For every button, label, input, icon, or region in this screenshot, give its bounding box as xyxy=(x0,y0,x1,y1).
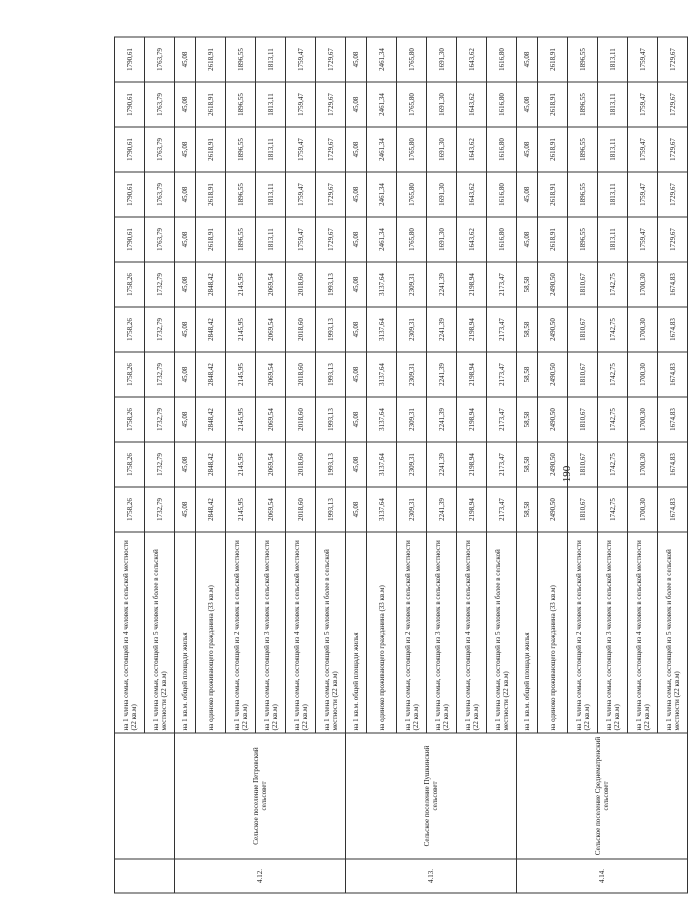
value-cell: 2848,42 xyxy=(196,397,226,442)
value-cell: 1729,67 xyxy=(316,82,346,127)
value-cell: 45,08 xyxy=(175,127,196,172)
value-cell: 1691,30 xyxy=(427,127,457,172)
value-cell: 2018,60 xyxy=(286,352,316,397)
value-cell: 2145,95 xyxy=(226,307,256,352)
value-cell: 1790,61 xyxy=(115,172,145,217)
value-cell: 3137,64 xyxy=(367,262,397,307)
value-cell: 1758,26 xyxy=(115,442,145,487)
value-cell: 1896,55 xyxy=(226,172,256,217)
value-cell: 1758,26 xyxy=(115,487,145,532)
value-cell: 1643,62 xyxy=(457,82,487,127)
value-cell: 1896,55 xyxy=(226,82,256,127)
value-cell: 2241,39 xyxy=(427,442,457,487)
value-cell: 2198,94 xyxy=(457,442,487,487)
value-cell: 2461,34 xyxy=(367,172,397,217)
value-cell: 2173,47 xyxy=(487,262,517,307)
value-cell: 3137,64 xyxy=(367,397,397,442)
category-cell: на 1 члена семьи, состоящей из 5 человек и более в сельской местности (22 кв.м) xyxy=(487,532,517,733)
value-cell: 1732,79 xyxy=(145,397,175,442)
value-cell: 2241,39 xyxy=(427,397,457,442)
value-cell: 45,08 xyxy=(175,172,196,217)
value-cell: 45,08 xyxy=(175,397,196,442)
section-number xyxy=(115,859,175,893)
value-cell: 1758,26 xyxy=(115,397,145,442)
value-cell: 1616,80 xyxy=(487,37,517,82)
value-cell: 2490,50 xyxy=(538,397,568,442)
table-row xyxy=(346,37,367,893)
value-cell: 1813,11 xyxy=(256,127,286,172)
value-cell: 2018,60 xyxy=(286,397,316,442)
value-cell: 45,08 xyxy=(346,82,367,127)
value-cell: 2618,91 xyxy=(538,217,568,262)
value-cell: 2848,42 xyxy=(196,307,226,352)
value-cell: 1758,26 xyxy=(115,307,145,352)
value-cell: 2145,95 xyxy=(226,352,256,397)
value-cell: 2069,54 xyxy=(256,442,286,487)
value-cell: 45,08 xyxy=(346,397,367,442)
value-cell: 1729,67 xyxy=(658,172,688,217)
value-cell: 45,08 xyxy=(175,307,196,352)
value-cell: 2490,50 xyxy=(538,442,568,487)
value-cell: 2309,31 xyxy=(397,487,427,532)
category-cell: на 1 кв.м. общей площади жилья xyxy=(175,532,196,733)
value-cell: 2173,47 xyxy=(487,397,517,442)
value-cell: 58,58 xyxy=(517,442,538,487)
value-cell: 2069,54 xyxy=(256,487,286,532)
value-cell: 1813,11 xyxy=(256,217,286,262)
value-cell: 1732,79 xyxy=(145,442,175,487)
value-cell: 1765,80 xyxy=(397,217,427,262)
value-cell: 2309,31 xyxy=(397,262,427,307)
value-cell: 45,08 xyxy=(517,127,538,172)
value-cell: 2241,39 xyxy=(427,307,457,352)
value-cell: 45,08 xyxy=(175,37,196,82)
value-cell: 1729,67 xyxy=(658,82,688,127)
value-cell: 1993,13 xyxy=(316,262,346,307)
value-cell: 1765,80 xyxy=(397,37,427,82)
value-cell: 1790,61 xyxy=(115,127,145,172)
value-cell: 1700,30 xyxy=(628,442,658,487)
value-cell: 1674,83 xyxy=(658,352,688,397)
value-cell: 1759,47 xyxy=(628,127,658,172)
value-cell: 1759,47 xyxy=(286,172,316,217)
value-cell: 1896,55 xyxy=(568,172,598,217)
value-cell: 1813,11 xyxy=(598,172,628,217)
value-cell: 2309,31 xyxy=(397,442,427,487)
value-cell: 1759,47 xyxy=(286,37,316,82)
category-cell: на 1 члена семьи, состоящей из 5 человек и более в сельской местности (22 кв.м) xyxy=(145,532,175,733)
value-cell: 2241,39 xyxy=(427,352,457,397)
value-cell: 2198,94 xyxy=(457,307,487,352)
value-cell: 2018,60 xyxy=(286,262,316,307)
value-cell: 2618,91 xyxy=(538,82,568,127)
table-row xyxy=(175,37,196,893)
category-cell: на 1 члена семьи, состоящей из 2 человек в сельской местности (22 кв.м) xyxy=(568,532,598,733)
value-cell: 1813,11 xyxy=(256,37,286,82)
value-cell: 45,08 xyxy=(175,82,196,127)
value-cell: 1691,30 xyxy=(427,37,457,82)
category-cell: на 1 члена семьи, состоящей из 3 человек в сельской местности (22 кв.м) xyxy=(427,532,457,733)
category-cell: на 1 члена семьи, состоящей из 4 человек в сельской местности (22 кв.м) xyxy=(286,532,316,733)
value-cell: 45,08 xyxy=(346,442,367,487)
value-cell: 1765,80 xyxy=(397,127,427,172)
category-cell: на одиноко проживающего гражданина (33 кв.м) xyxy=(538,532,568,733)
value-cell: 2490,50 xyxy=(538,487,568,532)
value-cell: 2848,42 xyxy=(196,487,226,532)
value-cell: 3137,64 xyxy=(367,352,397,397)
value-cell: 1759,47 xyxy=(628,37,658,82)
value-cell: 1993,13 xyxy=(316,397,346,442)
value-cell: 1691,30 xyxy=(427,82,457,127)
value-cell: 1643,62 xyxy=(457,217,487,262)
value-cell: 1813,11 xyxy=(598,217,628,262)
value-cell: 2618,91 xyxy=(196,127,226,172)
value-cell: 1810,67 xyxy=(568,352,598,397)
value-cell: 45,08 xyxy=(517,37,538,82)
value-cell: 58,58 xyxy=(517,397,538,442)
value-cell: 1742,75 xyxy=(598,397,628,442)
value-cell: 58,58 xyxy=(517,487,538,532)
value-cell: 2490,50 xyxy=(538,352,568,397)
value-cell: 2618,91 xyxy=(196,172,226,217)
value-cell: 1759,47 xyxy=(286,82,316,127)
value-cell: 1763,79 xyxy=(145,37,175,82)
value-cell: 1643,62 xyxy=(457,37,487,82)
value-cell: 1896,55 xyxy=(568,127,598,172)
value-cell: 1758,26 xyxy=(115,262,145,307)
value-cell: 2069,54 xyxy=(256,352,286,397)
value-cell: 1729,67 xyxy=(658,127,688,172)
value-cell: 45,08 xyxy=(175,442,196,487)
value-cell: 2069,54 xyxy=(256,262,286,307)
value-cell: 1790,61 xyxy=(115,217,145,262)
value-cell: 2309,31 xyxy=(397,307,427,352)
value-cell: 1732,79 xyxy=(145,487,175,532)
value-cell: 1700,30 xyxy=(628,352,658,397)
value-cell: 58,58 xyxy=(517,307,538,352)
settlement-name: Сельское поселение Пушкинский сельсовет xyxy=(346,733,517,859)
value-cell: 3137,64 xyxy=(367,487,397,532)
value-cell: 2198,94 xyxy=(457,352,487,397)
value-cell: 2145,95 xyxy=(226,487,256,532)
category-cell: на 1 члена семьи, состоящей из 2 человек в сельской местности (22 кв.м) xyxy=(397,532,427,733)
value-cell: 1763,79 xyxy=(145,217,175,262)
value-cell: 1742,75 xyxy=(598,262,628,307)
value-cell: 2848,42 xyxy=(196,442,226,487)
value-cell: 1729,67 xyxy=(316,127,346,172)
category-cell: на 1 члена семьи, состоящей из 2 человек в сельской местности (22 кв.м) xyxy=(226,532,256,733)
value-cell: 1813,11 xyxy=(256,172,286,217)
value-cell: 1763,79 xyxy=(145,172,175,217)
value-cell: 2618,91 xyxy=(196,37,226,82)
value-cell: 1810,67 xyxy=(568,487,598,532)
value-cell: 1896,55 xyxy=(568,37,598,82)
tariff-table xyxy=(114,37,688,894)
value-cell: 1759,47 xyxy=(628,217,658,262)
value-cell: 1813,11 xyxy=(598,127,628,172)
category-cell: на одиноко проживающего гражданина (33 кв.м) xyxy=(196,532,226,733)
value-cell: 1790,61 xyxy=(115,82,145,127)
value-cell: 2069,54 xyxy=(256,397,286,442)
value-cell: 45,08 xyxy=(346,307,367,352)
value-cell: 2490,50 xyxy=(538,262,568,307)
table-row xyxy=(115,37,145,893)
value-cell: 1732,79 xyxy=(145,262,175,307)
value-cell: 1763,79 xyxy=(145,127,175,172)
value-cell: 1763,79 xyxy=(145,82,175,127)
value-cell: 2241,39 xyxy=(427,487,457,532)
value-cell: 45,08 xyxy=(175,487,196,532)
value-cell: 1759,47 xyxy=(286,127,316,172)
value-cell: 1729,67 xyxy=(316,37,346,82)
value-cell: 1896,55 xyxy=(226,217,256,262)
value-cell: 2309,31 xyxy=(397,352,427,397)
value-cell: 45,08 xyxy=(346,262,367,307)
table-body xyxy=(115,37,688,893)
category-cell: на 1 члена семьи, состоящей из 5 человек и более в сельской местности (22 кв.м) xyxy=(658,532,688,733)
value-cell: 2461,34 xyxy=(367,82,397,127)
value-cell: 2173,47 xyxy=(487,307,517,352)
value-cell: 1700,30 xyxy=(628,262,658,307)
value-cell: 1896,55 xyxy=(226,37,256,82)
value-cell: 1729,67 xyxy=(316,172,346,217)
value-cell: 45,08 xyxy=(517,172,538,217)
value-cell: 45,08 xyxy=(346,127,367,172)
value-cell: 3137,64 xyxy=(367,307,397,352)
value-cell: 1700,30 xyxy=(628,487,658,532)
value-cell: 1643,62 xyxy=(457,127,487,172)
value-cell: 2173,47 xyxy=(487,487,517,532)
value-cell: 1813,11 xyxy=(256,82,286,127)
value-cell: 1790,61 xyxy=(115,37,145,82)
value-cell: 1742,75 xyxy=(598,442,628,487)
category-cell: на 1 кв.м. общей площади жилья xyxy=(517,532,538,733)
value-cell: 1616,80 xyxy=(487,172,517,217)
value-cell: 2018,60 xyxy=(286,307,316,352)
value-cell: 1742,75 xyxy=(598,307,628,352)
value-cell: 1896,55 xyxy=(568,82,598,127)
value-cell: 1993,13 xyxy=(316,307,346,352)
value-cell: 2173,47 xyxy=(487,352,517,397)
value-cell: 1759,47 xyxy=(628,172,658,217)
value-cell: 2848,42 xyxy=(196,262,226,307)
value-cell: 1732,79 xyxy=(145,352,175,397)
table-row xyxy=(517,37,538,893)
category-cell: на 1 кв.м. общей площади жилья xyxy=(346,532,367,733)
value-cell: 1810,67 xyxy=(568,397,598,442)
value-cell: 1616,80 xyxy=(487,127,517,172)
value-cell: 1691,30 xyxy=(427,217,457,262)
value-cell: 2618,91 xyxy=(196,217,226,262)
value-cell: 1759,47 xyxy=(628,82,658,127)
value-cell: 2618,91 xyxy=(196,82,226,127)
value-cell: 45,08 xyxy=(346,37,367,82)
value-cell: 1765,80 xyxy=(397,82,427,127)
value-cell: 45,08 xyxy=(346,172,367,217)
value-cell: 1742,75 xyxy=(598,487,628,532)
value-cell: 1616,80 xyxy=(487,217,517,262)
value-cell: 1732,79 xyxy=(145,307,175,352)
value-cell: 2618,91 xyxy=(538,127,568,172)
settlement-name xyxy=(115,733,175,859)
category-cell: на одиноко проживающего гражданина (33 кв.м) xyxy=(367,532,397,733)
category-cell: на 1 члена семьи, состоящей из 3 человек в сельской местности (22 кв.м) xyxy=(256,532,286,733)
value-cell: 2173,47 xyxy=(487,442,517,487)
value-cell: 45,08 xyxy=(175,262,196,307)
value-cell: 1643,62 xyxy=(457,172,487,217)
value-cell: 2461,34 xyxy=(367,37,397,82)
value-cell: 1674,83 xyxy=(658,397,688,442)
value-cell: 2461,34 xyxy=(367,127,397,172)
value-cell: 58,58 xyxy=(517,352,538,397)
value-cell: 2309,31 xyxy=(397,397,427,442)
section-number: 4.13. xyxy=(346,859,517,893)
value-cell: 2198,94 xyxy=(457,487,487,532)
value-cell: 2069,54 xyxy=(256,307,286,352)
value-cell: 45,08 xyxy=(175,352,196,397)
value-cell: 45,08 xyxy=(346,217,367,262)
value-cell: 1674,83 xyxy=(658,487,688,532)
value-cell: 1896,55 xyxy=(226,127,256,172)
value-cell: 1674,83 xyxy=(658,262,688,307)
value-cell: 3137,64 xyxy=(367,442,397,487)
value-cell: 45,08 xyxy=(175,217,196,262)
value-cell: 2198,94 xyxy=(457,397,487,442)
value-cell: 1810,67 xyxy=(568,262,598,307)
value-cell: 2618,91 xyxy=(538,37,568,82)
value-cell: 1700,30 xyxy=(628,307,658,352)
value-cell: 1729,67 xyxy=(658,37,688,82)
value-cell: 2461,34 xyxy=(367,217,397,262)
settlement-name: Сельское поселение Среднематренский сельсовет xyxy=(517,733,688,859)
section-number: 4.14. xyxy=(517,859,688,893)
value-cell: 2018,60 xyxy=(286,442,316,487)
value-cell: 1758,26 xyxy=(115,352,145,397)
value-cell: 1993,13 xyxy=(316,352,346,397)
category-cell: на 1 члена семьи, состоящей из 3 человек в сельской местности (22 кв.м) xyxy=(598,532,628,733)
value-cell: 2848,42 xyxy=(196,352,226,397)
value-cell: 58,58 xyxy=(517,262,538,307)
value-cell: 1896,55 xyxy=(568,217,598,262)
value-cell: 2145,95 xyxy=(226,397,256,442)
value-cell: 1759,47 xyxy=(286,217,316,262)
value-cell: 1993,13 xyxy=(316,442,346,487)
value-cell: 1729,67 xyxy=(316,217,346,262)
category-cell: на 1 члена семьи, состоящей из 5 человек и более в сельской местности (22 кв.м) xyxy=(316,532,346,733)
value-cell: 1742,75 xyxy=(598,352,628,397)
value-cell: 2145,95 xyxy=(226,442,256,487)
value-cell: 1674,83 xyxy=(658,442,688,487)
value-cell: 45,08 xyxy=(517,82,538,127)
value-cell: 1993,13 xyxy=(316,487,346,532)
value-cell: 45,08 xyxy=(346,487,367,532)
category-cell: на 1 члена семьи, состоящей из 4 человек в сельской местности (22 кв.м) xyxy=(628,532,658,733)
value-cell: 2618,91 xyxy=(538,172,568,217)
value-cell: 45,08 xyxy=(346,352,367,397)
value-cell: 1813,11 xyxy=(598,37,628,82)
category-cell: на 1 члена семьи, состоящей из 4 человек в сельской местности (22 кв.м) xyxy=(457,532,487,733)
value-cell: 2018,60 xyxy=(286,487,316,532)
value-cell: 1810,67 xyxy=(568,307,598,352)
value-cell: 2145,95 xyxy=(226,262,256,307)
value-cell: 45,08 xyxy=(517,217,538,262)
value-cell: 1765,80 xyxy=(397,172,427,217)
page-number: 190 xyxy=(561,465,573,483)
value-cell: 1813,11 xyxy=(598,82,628,127)
value-cell: 1691,30 xyxy=(427,172,457,217)
category-cell: на 1 члена семьи, состоящей из 4 человек в сельской местности (22 кв.м) xyxy=(115,532,145,733)
value-cell: 1700,30 xyxy=(628,397,658,442)
value-cell: 1674,83 xyxy=(658,307,688,352)
value-cell: 2198,94 xyxy=(457,262,487,307)
value-cell: 2241,39 xyxy=(427,262,457,307)
value-cell: 1810,67 xyxy=(568,442,598,487)
section-number: 4.12. xyxy=(175,859,346,893)
settlement-name: Сельское поселение Петровский сельсовет xyxy=(175,733,346,859)
value-cell: 1616,80 xyxy=(487,82,517,127)
value-cell: 1729,67 xyxy=(658,217,688,262)
value-cell: 2490,50 xyxy=(538,307,568,352)
